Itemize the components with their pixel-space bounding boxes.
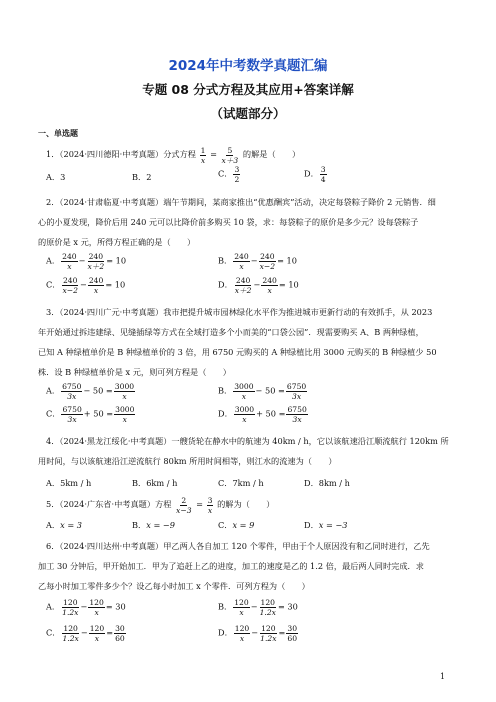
text-fragment: 240 bbox=[234, 252, 249, 261]
text-fragment: C． bbox=[218, 168, 233, 179]
text-fragment: x bbox=[239, 608, 244, 617]
text-fragment: B． bbox=[132, 478, 147, 488]
equals-sign: = bbox=[196, 499, 204, 509]
question-text: 用时间，与以该航速沿江逆流航行 80km 所用时间相等，则江水的流速为（ ） bbox=[38, 456, 337, 466]
text-fragment: 3000 bbox=[115, 405, 135, 414]
text-fragment: x bbox=[94, 634, 100, 643]
option-d bbox=[304, 165, 328, 184]
text-fragment: x bbox=[67, 262, 72, 271]
section-heading: 一、单选题 bbox=[38, 129, 78, 138]
text-fragment: − bbox=[80, 627, 88, 638]
fraction bbox=[286, 382, 307, 401]
text-fragment: 6750 bbox=[287, 405, 307, 414]
question-text: 甲乙两人各自加工 120 个零件，甲由于个人原因没有和乙同时进行，乙先 bbox=[163, 541, 430, 551]
question-number: 6． bbox=[46, 541, 60, 551]
text-fragment: = 10 bbox=[278, 279, 299, 290]
text-fragment bbox=[46, 302, 456, 322]
text-fragment: B． bbox=[218, 255, 233, 266]
text-fragment: = 30 bbox=[105, 601, 126, 612]
text-fragment: B． bbox=[218, 385, 233, 396]
question-text: 我市把提升城市园林绿化水平作为推进城市更新行动的有效抓手，从 2023 bbox=[163, 307, 433, 317]
question-text: 已知 A 种绿植单价是 B 种绿植单价的 3 倍，用 6750 元购买的 A 种绿植比用 3000 元购买的 B 种绿植少 50 bbox=[38, 347, 437, 357]
text-fragment: D． bbox=[218, 408, 233, 419]
text-fragment: − 50 = bbox=[255, 385, 285, 396]
text-fragment: 120 bbox=[63, 624, 78, 633]
text-fragment: 1 bbox=[200, 145, 206, 155]
text-fragment: + 50 = bbox=[83, 408, 114, 419]
text-fragment: x bbox=[241, 392, 247, 401]
fraction bbox=[234, 624, 251, 643]
question-number: 4． bbox=[46, 436, 60, 446]
text-fragment bbox=[46, 431, 456, 451]
text-fragment: A． bbox=[46, 520, 61, 530]
text-fragment: C． bbox=[46, 408, 61, 419]
text-fragment: D． bbox=[218, 279, 233, 290]
option-b bbox=[218, 382, 308, 401]
fraction bbox=[61, 382, 82, 401]
text-fragment: C． bbox=[218, 478, 233, 488]
question-text: 的解是（ ） bbox=[242, 149, 301, 159]
text-fragment: A． bbox=[46, 601, 61, 612]
question-number: 1． bbox=[46, 149, 60, 159]
question-text: 年开始通过拆违建绿、见缝插绿等方式在全域打造多个小而美的“口袋公园”．现需要购买 A、B 两种绿植， bbox=[38, 327, 424, 337]
text-fragment: − bbox=[78, 255, 86, 266]
text-fragment: x＋3 bbox=[221, 155, 239, 165]
text-fragment: − bbox=[250, 255, 258, 266]
text-fragment: − bbox=[251, 627, 259, 638]
fraction bbox=[175, 496, 192, 515]
fraction bbox=[61, 252, 78, 271]
option-d bbox=[304, 518, 348, 532]
text-fragment: x = 3 bbox=[60, 520, 83, 530]
fraction bbox=[221, 146, 240, 165]
text-fragment: 120 bbox=[89, 598, 104, 607]
option-b bbox=[218, 252, 297, 271]
question-2 bbox=[38, 192, 456, 252]
text-fragment: − bbox=[80, 601, 88, 612]
text-fragment: 3x bbox=[292, 392, 302, 401]
text-fragment: 240 bbox=[62, 252, 77, 261]
text-fragment: x−2 bbox=[62, 286, 78, 295]
text-fragment bbox=[46, 192, 456, 212]
question-text: 的解为（ ） bbox=[217, 499, 275, 509]
text-fragment: 3000 bbox=[234, 405, 255, 414]
fraction bbox=[114, 405, 135, 424]
question-6 bbox=[38, 536, 456, 596]
option-b bbox=[132, 476, 177, 490]
text-fragment: x−2 bbox=[259, 262, 276, 271]
fraction bbox=[233, 252, 250, 271]
text-fragment: 6km / h bbox=[146, 478, 178, 488]
text-fragment: 2 bbox=[181, 495, 187, 505]
text-fragment: x bbox=[122, 415, 127, 424]
text-fragment: 5km / h bbox=[60, 478, 92, 488]
text-fragment: 3 bbox=[320, 165, 326, 174]
question-text: 分式方程 bbox=[163, 149, 196, 159]
text-fragment: x bbox=[239, 262, 244, 271]
text-fragment: 3x bbox=[67, 392, 77, 401]
text-fragment: 30 bbox=[115, 624, 125, 633]
option-c bbox=[218, 165, 241, 184]
option-c bbox=[218, 518, 254, 532]
text-fragment: 240 bbox=[260, 252, 275, 261]
text-fragment: = 10 bbox=[277, 255, 297, 266]
text-fragment: D． bbox=[304, 520, 319, 530]
text-fragment: 7km / h bbox=[232, 478, 264, 488]
text-fragment: 120 bbox=[261, 624, 276, 633]
option-c bbox=[46, 624, 127, 643]
text-fragment: − 50 = bbox=[83, 385, 113, 396]
question-source: （2024·甘肃临夏·中考真题） bbox=[59, 197, 164, 207]
question-text: 心的小夏发现，降价后用 240 元可以比降价前多购买 10 袋，求：每袋粽子的原价是多少元？设每袋粽子 bbox=[38, 217, 419, 227]
option-d bbox=[304, 476, 350, 490]
option-b bbox=[132, 518, 175, 532]
text-fragment: 240 bbox=[88, 276, 104, 285]
text-fragment: x bbox=[207, 505, 213, 515]
text-fragment: 5 bbox=[227, 145, 233, 155]
option-a bbox=[46, 476, 91, 490]
fraction bbox=[234, 405, 255, 424]
text-fragment: 240 bbox=[88, 252, 104, 261]
fraction bbox=[261, 276, 278, 295]
text-fragment bbox=[46, 536, 456, 556]
document-title: 2024年中考数学真题汇编 bbox=[168, 58, 328, 74]
option-b bbox=[218, 598, 298, 617]
page-number: 1 bbox=[440, 672, 446, 681]
text-fragment: 3x bbox=[292, 415, 302, 424]
text-fragment: 6750 bbox=[62, 382, 82, 391]
text-fragment: B． bbox=[132, 172, 147, 182]
question-text: 方程 bbox=[155, 499, 172, 509]
option-b bbox=[132, 170, 151, 184]
text-fragment: 3000 bbox=[114, 382, 135, 391]
text-fragment: 120 bbox=[63, 598, 78, 607]
fraction bbox=[114, 382, 135, 401]
question-source: （2024·四川广元·中考真题） bbox=[59, 307, 164, 317]
text-fragment: x = 9 bbox=[232, 520, 255, 530]
option-c bbox=[46, 276, 125, 295]
text-fragment: 1.2x bbox=[62, 608, 79, 617]
fraction bbox=[207, 496, 214, 515]
question-source: （2024·四川达州·中考真题） bbox=[59, 541, 164, 551]
fraction bbox=[61, 405, 82, 424]
question-text: 加工 30 分钟后，甲开始加工．甲为了追赶上乙的进度，加工的速度是乙的 1.2 倍，最后两人同时完成．求 bbox=[38, 561, 424, 571]
fraction bbox=[61, 598, 79, 617]
text-fragment: x bbox=[242, 415, 247, 424]
text-fragment: = 10 bbox=[106, 255, 127, 266]
text-fragment: 6750 bbox=[286, 382, 307, 391]
text-fragment: 60 bbox=[287, 634, 298, 643]
text-fragment: A． bbox=[46, 478, 61, 488]
document-part-label: （试题部分） bbox=[210, 106, 286, 121]
text-fragment: A． bbox=[46, 255, 61, 266]
text-fragment: B． bbox=[218, 601, 233, 612]
question-source: （2024·四川德阳·中考真题） bbox=[59, 149, 164, 159]
text-fragment: D． bbox=[218, 627, 233, 638]
text-fragment: x = −3 bbox=[318, 520, 348, 530]
text-fragment: x＋2 bbox=[234, 286, 252, 295]
text-fragment: D． bbox=[304, 168, 319, 179]
text-fragment: 1.2x bbox=[62, 634, 79, 643]
question-number: 5． bbox=[46, 499, 60, 509]
text-fragment: = bbox=[106, 627, 114, 638]
option-a bbox=[46, 598, 126, 617]
question-text: 端午节期间，某商家推出“优惠酬宾”活动，决定每袋粽子降价 2 元销售．细 bbox=[163, 197, 436, 207]
text-fragment: 60 bbox=[115, 634, 125, 643]
option-c bbox=[218, 476, 264, 490]
text-fragment: C． bbox=[46, 627, 61, 638]
fraction bbox=[286, 624, 298, 643]
fraction bbox=[259, 598, 277, 617]
text-fragment: 240 bbox=[262, 276, 277, 285]
question-3 bbox=[38, 302, 456, 382]
fraction bbox=[320, 165, 327, 184]
question-number: 2． bbox=[46, 197, 60, 207]
fraction bbox=[114, 624, 126, 643]
text-fragment: 3 bbox=[207, 495, 213, 505]
fraction bbox=[234, 276, 253, 295]
question-text: 乙每小时加工零件多少个？设乙每小时加工 x 个零件．可列方程为（ ） bbox=[38, 581, 310, 591]
text-fragment: 6750 bbox=[62, 405, 82, 414]
text-fragment: 30 bbox=[287, 624, 298, 633]
text-fragment: 3 bbox=[60, 172, 66, 182]
option-d bbox=[218, 624, 299, 643]
option-a bbox=[46, 382, 136, 401]
fraction bbox=[259, 624, 277, 643]
text-fragment: 8km / h bbox=[318, 478, 350, 488]
text-fragment: − bbox=[253, 279, 261, 290]
text-fragment: x = −9 bbox=[146, 520, 175, 530]
question-text: 株．设 B 种绿植单价是 x 元，则可列方程是（ ） bbox=[38, 367, 231, 377]
fraction bbox=[61, 276, 78, 295]
text-fragment: 2 bbox=[146, 172, 152, 182]
question-source: （2024·广东省·中考真题） bbox=[59, 499, 156, 509]
text-fragment: A． bbox=[46, 172, 61, 182]
fraction bbox=[61, 624, 79, 643]
question-5 bbox=[46, 494, 456, 515]
question-text: 的原价是 x 元，所得方程正确的是（ ） bbox=[38, 237, 196, 247]
text-fragment: D． bbox=[304, 478, 319, 488]
text-fragment: x bbox=[122, 392, 127, 401]
text-fragment: x bbox=[93, 286, 99, 295]
text-fragment: x bbox=[239, 634, 245, 643]
text-fragment: 1.2x bbox=[259, 608, 276, 617]
option-d bbox=[218, 276, 299, 295]
question-source: （2024·黑龙江绥化·中考真题） bbox=[59, 436, 172, 446]
text-fragment: 3x bbox=[67, 415, 77, 424]
text-fragment: + 50 = bbox=[256, 408, 286, 419]
text-fragment: A． bbox=[46, 385, 61, 396]
text-fragment: x−3 bbox=[176, 505, 192, 515]
text-fragment: 120 bbox=[89, 624, 105, 633]
document-subtitle: 专题 08 分式方程及其应用+答案详解 bbox=[142, 82, 354, 97]
option-a bbox=[46, 170, 65, 184]
text-fragment: = bbox=[278, 627, 286, 638]
question-text: 一艘货轮在静水中的航速为 40km / h，它以该航速沿江顺流航行 120km 所 bbox=[171, 436, 449, 446]
text-fragment: 240 bbox=[62, 276, 78, 285]
fraction bbox=[88, 276, 105, 295]
question-number: 3． bbox=[46, 307, 60, 317]
text-fragment: 120 bbox=[260, 598, 276, 607]
option-a bbox=[46, 252, 126, 271]
text-fragment: 120 bbox=[234, 624, 250, 633]
text-fragment: C． bbox=[46, 279, 61, 290]
text-fragment: 120 bbox=[234, 598, 249, 607]
option-a bbox=[46, 518, 82, 532]
fraction bbox=[88, 598, 105, 617]
text-fragment: 3000 bbox=[234, 382, 254, 391]
equals-sign: = bbox=[210, 149, 217, 159]
text-fragment: C． bbox=[218, 520, 233, 530]
fraction bbox=[86, 252, 105, 271]
fraction bbox=[233, 382, 254, 401]
question-4 bbox=[38, 431, 456, 471]
option-c bbox=[46, 405, 136, 424]
fraction bbox=[200, 146, 207, 165]
question-1 bbox=[46, 144, 456, 165]
option-d bbox=[218, 405, 309, 424]
text-fragment: − bbox=[250, 601, 258, 612]
text-fragment: 3 bbox=[234, 165, 240, 174]
fraction bbox=[259, 252, 276, 271]
text-fragment: x bbox=[267, 286, 272, 295]
text-fragment: 2 bbox=[234, 175, 240, 184]
text-fragment: = 10 bbox=[105, 279, 126, 290]
fraction bbox=[89, 624, 106, 643]
text-fragment: 1.2x bbox=[260, 634, 277, 643]
text-fragment: x＋2 bbox=[87, 262, 105, 271]
fraction bbox=[286, 405, 307, 424]
fraction bbox=[233, 165, 240, 184]
text-fragment: 240 bbox=[235, 276, 251, 285]
text-fragment: x bbox=[200, 155, 206, 165]
text-fragment: = 30 bbox=[277, 601, 298, 612]
text-fragment: 4 bbox=[320, 175, 326, 184]
text-fragment: − bbox=[79, 279, 87, 290]
fraction bbox=[233, 598, 250, 617]
text-fragment: x bbox=[94, 608, 99, 617]
text-fragment: B． bbox=[132, 520, 147, 530]
